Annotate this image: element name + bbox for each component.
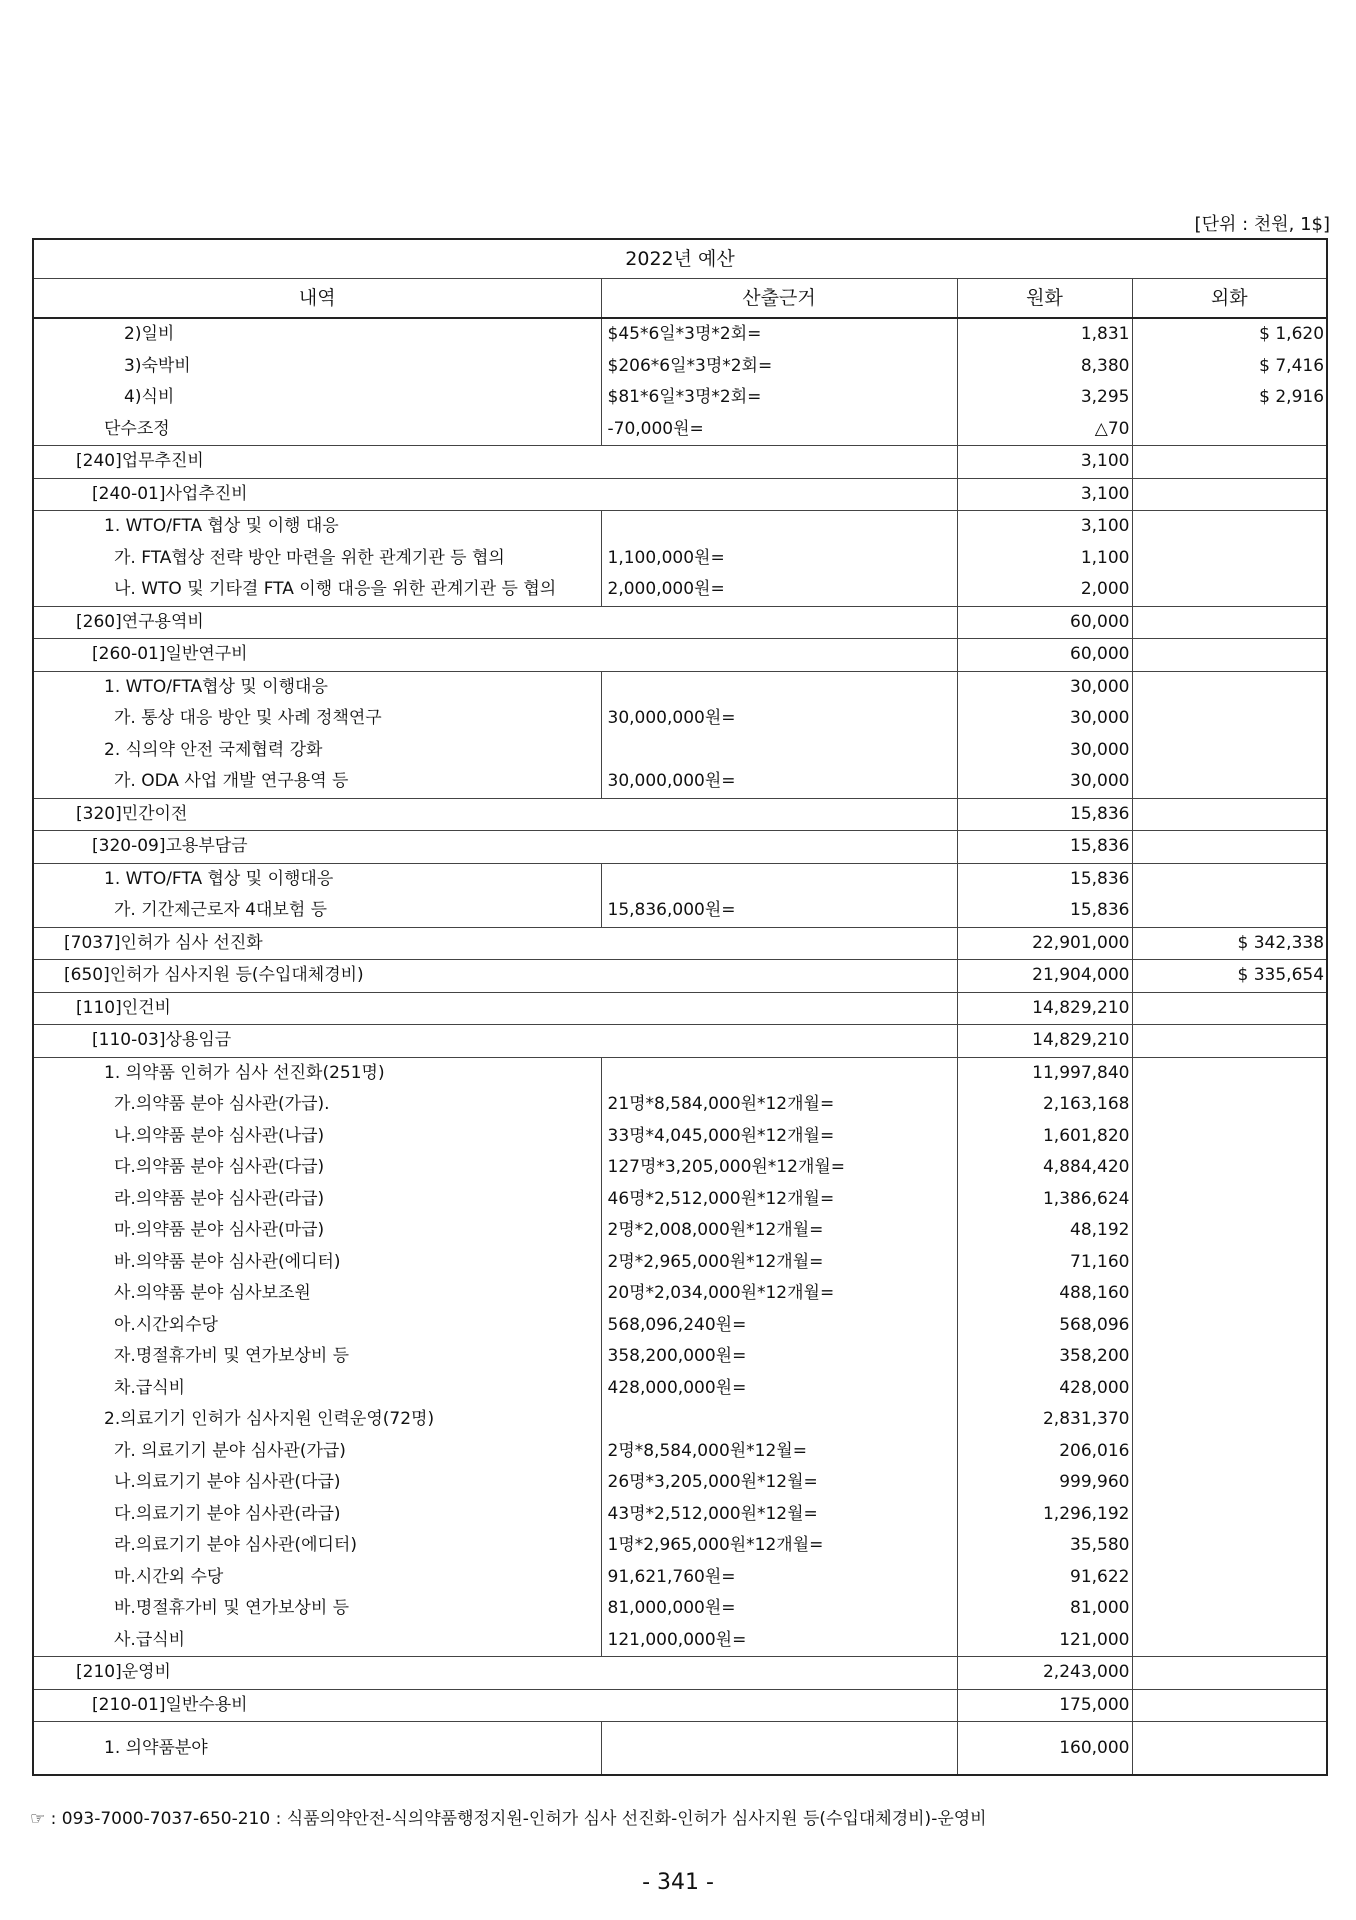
row-item-cell: [210-01]일반수용비 — [33, 1689, 957, 1722]
row-krw-cell: 30,000 — [957, 671, 1132, 703]
row-fx-cell — [1132, 1310, 1327, 1342]
table-row — [33, 1310, 1327, 1342]
table-row — [33, 478, 1327, 511]
table-row — [33, 574, 1327, 606]
row-basis-cell — [601, 863, 957, 895]
table-row — [33, 351, 1327, 383]
row-fx-cell — [1132, 863, 1327, 895]
table-row — [33, 1593, 1327, 1625]
row-fx-cell — [1132, 1247, 1327, 1279]
table-row — [33, 992, 1327, 1025]
table-row — [33, 1467, 1327, 1499]
row-basis-cell: 568,096,240원= — [601, 1310, 957, 1342]
row-fx-cell — [1132, 478, 1327, 511]
row-krw-cell: 121,000 — [957, 1625, 1132, 1657]
row-item-cell: [320]민간이전 — [33, 798, 957, 831]
table-row — [33, 1025, 1327, 1058]
row-fx-cell — [1132, 1025, 1327, 1058]
row-item-cell: [110]인건비 — [33, 992, 957, 1025]
table-row — [33, 511, 1327, 543]
row-item-cell: 1. 의약품분야 — [33, 1722, 601, 1776]
table-row — [33, 414, 1327, 446]
row-fx-cell — [1132, 1121, 1327, 1153]
row-fx-cell — [1132, 1404, 1327, 1436]
row-item-cell: 가. 의료기기 분야 심사관(가급) — [33, 1436, 601, 1468]
row-fx-cell — [1132, 735, 1327, 767]
row-fx-cell — [1132, 831, 1327, 864]
row-krw-cell: 3,100 — [957, 511, 1132, 543]
row-krw-cell: 30,000 — [957, 703, 1132, 735]
row-basis-cell: 15,836,000원= — [601, 895, 957, 927]
row-item-cell: 사.급식비 — [33, 1625, 601, 1657]
table-row — [33, 639, 1327, 672]
budget-table — [32, 238, 1328, 1776]
table-row — [33, 1562, 1327, 1594]
row-basis-cell — [601, 511, 957, 543]
row-item-cell: [240]업무추진비 — [33, 446, 957, 479]
row-item-cell: 4)식비 — [33, 382, 601, 414]
column-header-krw: 원화 — [957, 279, 1132, 319]
table-row — [33, 446, 1327, 479]
row-basis-cell — [601, 1404, 957, 1436]
row-item-cell: [110-03]상용임금 — [33, 1025, 957, 1058]
row-fx-cell — [1132, 414, 1327, 446]
row-fx-cell — [1132, 1341, 1327, 1373]
row-item-cell: 아.시간외수당 — [33, 1310, 601, 1342]
row-fx-cell: $ 342,338 — [1132, 927, 1327, 960]
table-row — [33, 318, 1327, 351]
row-basis-cell: 2,000,000원= — [601, 574, 957, 606]
row-krw-cell: △70 — [957, 414, 1132, 446]
row-krw-cell: 30,000 — [957, 766, 1132, 798]
row-item-cell: 마.시간외 수당 — [33, 1562, 601, 1594]
table-row — [33, 863, 1327, 895]
row-basis-cell: 26명*3,205,000원*12월= — [601, 1467, 957, 1499]
row-fx-cell — [1132, 1530, 1327, 1562]
table-row — [33, 1436, 1327, 1468]
row-item-cell: 바.의약품 분야 심사관(에디터) — [33, 1247, 601, 1279]
row-basis-cell: $81*6일*3명*2회= — [601, 382, 957, 414]
table-row — [33, 382, 1327, 414]
row-krw-cell: 2,163,168 — [957, 1089, 1132, 1121]
row-krw-cell: 14,829,210 — [957, 1025, 1132, 1058]
row-krw-cell: 15,836 — [957, 798, 1132, 831]
table-row — [33, 1530, 1327, 1562]
table-row — [33, 766, 1327, 798]
row-basis-cell — [601, 1057, 957, 1089]
row-item-cell: 사.의약품 분야 심사보조원 — [33, 1278, 601, 1310]
row-basis-cell: 1,100,000원= — [601, 543, 957, 575]
table-row — [33, 960, 1327, 993]
row-fx-cell — [1132, 703, 1327, 735]
row-basis-cell: 30,000,000원= — [601, 766, 957, 798]
table-row — [33, 703, 1327, 735]
row-krw-cell: 1,100 — [957, 543, 1132, 575]
row-item-cell: 가. ODA 사업 개발 연구용역 등 — [33, 766, 601, 798]
table-row — [33, 1341, 1327, 1373]
row-basis-cell — [601, 671, 957, 703]
row-fx-cell — [1132, 1089, 1327, 1121]
row-krw-cell: 15,836 — [957, 863, 1132, 895]
row-fx-cell — [1132, 671, 1327, 703]
row-krw-cell: 3,100 — [957, 478, 1132, 511]
row-fx-cell — [1132, 1215, 1327, 1247]
row-fx-cell — [1132, 1689, 1327, 1722]
row-krw-cell: 30,000 — [957, 735, 1132, 767]
table-row — [33, 895, 1327, 927]
row-basis-cell: $206*6일*3명*2회= — [601, 351, 957, 383]
row-item-cell: 1. WTO/FTA협상 및 이행대응 — [33, 671, 601, 703]
table-row — [33, 1499, 1327, 1531]
row-item-cell: [240-01]사업추진비 — [33, 478, 957, 511]
row-basis-cell: 46명*2,512,000원*12개월= — [601, 1184, 957, 1216]
row-item-cell: [650]인허가 심사지원 등(수입대체경비) — [33, 960, 957, 993]
row-basis-cell: 2명*2,008,000원*12개월= — [601, 1215, 957, 1247]
row-fx-cell — [1132, 1593, 1327, 1625]
row-item-cell: 바.명절휴가비 및 연가보상비 등 — [33, 1593, 601, 1625]
row-krw-cell: 206,016 — [957, 1436, 1132, 1468]
row-krw-cell: 71,160 — [957, 1247, 1132, 1279]
row-fx-cell — [1132, 992, 1327, 1025]
table-row — [33, 1657, 1327, 1690]
row-item-cell: 2. 식의약 안전 국제협력 강화 — [33, 735, 601, 767]
row-basis-cell: 428,000,000원= — [601, 1373, 957, 1405]
row-item-cell: 가. FTA협상 전략 방안 마련을 위한 관계기관 등 협의 — [33, 543, 601, 575]
row-krw-cell: 2,243,000 — [957, 1657, 1132, 1690]
row-fx-cell — [1132, 1562, 1327, 1594]
row-fx-cell — [1132, 1657, 1327, 1690]
row-krw-cell: 15,836 — [957, 895, 1132, 927]
row-fx-cell — [1132, 766, 1327, 798]
row-krw-cell: 1,601,820 — [957, 1121, 1132, 1153]
row-basis-cell: 121,000,000원= — [601, 1625, 957, 1657]
row-item-cell: [210]운영비 — [33, 1657, 957, 1690]
row-krw-cell: 1,831 — [957, 318, 1132, 351]
row-fx-cell — [1132, 1722, 1327, 1776]
row-fx-cell — [1132, 1499, 1327, 1531]
table-body — [33, 318, 1327, 1775]
table-row — [33, 1089, 1327, 1121]
table-row — [33, 1404, 1327, 1436]
row-krw-cell: 11,997,840 — [957, 1057, 1132, 1089]
table-row — [33, 1152, 1327, 1184]
table-row — [33, 927, 1327, 960]
row-item-cell: [260-01]일반연구비 — [33, 639, 957, 672]
row-fx-cell: $ 7,416 — [1132, 351, 1327, 383]
table-row — [33, 1184, 1327, 1216]
row-krw-cell: 2,000 — [957, 574, 1132, 606]
row-item-cell: 자.명절휴가비 및 연가보상비 등 — [33, 1341, 601, 1373]
row-fx-cell — [1132, 1467, 1327, 1499]
table-row — [33, 1722, 1327, 1776]
column-header-item: 내역 — [33, 279, 601, 319]
table-row — [33, 606, 1327, 639]
row-fx-cell — [1132, 798, 1327, 831]
row-basis-cell: 43명*2,512,000원*12월= — [601, 1499, 957, 1531]
row-basis-cell — [601, 735, 957, 767]
row-fx-cell — [1132, 639, 1327, 672]
row-basis-cell: 358,200,000원= — [601, 1341, 957, 1373]
row-krw-cell: 60,000 — [957, 606, 1132, 639]
table-row — [33, 543, 1327, 575]
row-krw-cell: 48,192 — [957, 1215, 1132, 1247]
column-header-basis: 산출근거 — [601, 279, 957, 319]
row-item-cell: 다.의료기기 분야 심사관(라급) — [33, 1499, 601, 1531]
row-item-cell: 마.의약품 분야 심사관(마급) — [33, 1215, 601, 1247]
row-basis-cell: 33명*4,045,000원*12개월= — [601, 1121, 957, 1153]
row-item-cell: 가. 통상 대응 방안 및 사례 정책연구 — [33, 703, 601, 735]
row-fx-cell — [1132, 446, 1327, 479]
row-basis-cell: -70,000원= — [601, 414, 957, 446]
row-fx-cell: $ 1,620 — [1132, 318, 1327, 351]
row-krw-cell: 35,580 — [957, 1530, 1132, 1562]
row-item-cell: 나. WTO 및 기타결 FTA 이행 대응을 위한 관계기관 등 협의 — [33, 574, 601, 606]
row-basis-cell: 127명*3,205,000원*12개월= — [601, 1152, 957, 1184]
row-krw-cell: 2,831,370 — [957, 1404, 1132, 1436]
row-krw-cell: 91,622 — [957, 1562, 1132, 1594]
table-row — [33, 1373, 1327, 1405]
row-fx-cell — [1132, 543, 1327, 575]
row-krw-cell: 3,295 — [957, 382, 1132, 414]
table-row — [33, 1689, 1327, 1722]
table-row — [33, 1121, 1327, 1153]
row-fx-cell — [1132, 511, 1327, 543]
table-row — [33, 735, 1327, 767]
row-item-cell: 2.의료기기 인허가 심사지원 인력운영(72명) — [33, 1404, 601, 1436]
table-row — [33, 831, 1327, 864]
row-item-cell: 가. 기간제근로자 4대보험 등 — [33, 895, 601, 927]
row-item-cell: [320-09]고용부담금 — [33, 831, 957, 864]
row-item-cell: 나.의료기기 분야 심사관(다급) — [33, 1467, 601, 1499]
table-row — [33, 798, 1327, 831]
row-item-cell: 2)일비 — [33, 318, 601, 351]
row-krw-cell: 4,884,420 — [957, 1152, 1132, 1184]
row-fx-cell: $ 335,654 — [1132, 960, 1327, 993]
footnote: ☞ : 093-7000-7037-650-210 : 식품의약안전-식의약품행정지원-인허가 심사 선진화-인허가 심사지원 등(수입대체경비)-운영비 — [30, 1809, 987, 1829]
row-basis-cell: 21명*8,584,000원*12개월= — [601, 1089, 957, 1121]
table-row — [33, 1057, 1327, 1089]
row-basis-cell: 1명*2,965,000원*12개월= — [601, 1530, 957, 1562]
row-krw-cell: 14,829,210 — [957, 992, 1132, 1025]
row-item-cell: 3)숙박비 — [33, 351, 601, 383]
row-item-cell: 1. 의약품 인허가 심사 선진화(251명) — [33, 1057, 601, 1089]
row-basis-cell — [601, 1722, 957, 1776]
row-basis-cell: 30,000,000원= — [601, 703, 957, 735]
unit-label: [단위 : 천원, 1$] — [1194, 214, 1330, 235]
row-basis-cell: 91,621,760원= — [601, 1562, 957, 1594]
row-fx-cell — [1132, 1436, 1327, 1468]
row-krw-cell: 358,200 — [957, 1341, 1132, 1373]
row-fx-cell — [1132, 606, 1327, 639]
row-item-cell: [260]연구용역비 — [33, 606, 957, 639]
row-krw-cell: 568,096 — [957, 1310, 1132, 1342]
row-basis-cell: 2명*2,965,000원*12개월= — [601, 1247, 957, 1279]
table-row — [33, 1215, 1327, 1247]
page-number: - 341 - — [642, 1870, 714, 1895]
budget-table-wrapper — [32, 238, 1326, 1776]
row-fx-cell: $ 2,916 — [1132, 382, 1327, 414]
row-item-cell: 나.의약품 분야 심사관(나급) — [33, 1121, 601, 1153]
row-krw-cell: 160,000 — [957, 1722, 1132, 1776]
row-basis-cell: 2명*8,584,000원*12월= — [601, 1436, 957, 1468]
row-krw-cell: 488,160 — [957, 1278, 1132, 1310]
row-item-cell: 차.급식비 — [33, 1373, 601, 1405]
row-krw-cell: 1,296,192 — [957, 1499, 1132, 1531]
row-fx-cell — [1132, 1373, 1327, 1405]
row-item-cell: 1. WTO/FTA 협상 및 이행대응 — [33, 863, 601, 895]
row-krw-cell: 60,000 — [957, 639, 1132, 672]
row-item-cell: 다.의약품 분야 심사관(다급) — [33, 1152, 601, 1184]
row-basis-cell: 20명*2,034,000원*12개월= — [601, 1278, 957, 1310]
row-krw-cell: 15,836 — [957, 831, 1132, 864]
row-item-cell: 라.의료기기 분야 심사관(에디터) — [33, 1530, 601, 1562]
row-fx-cell — [1132, 1057, 1327, 1089]
column-header-fx: 외화 — [1132, 279, 1327, 319]
row-item-cell: 1. WTO/FTA 협상 및 이행 대응 — [33, 511, 601, 543]
row-item-cell: 가.의약품 분야 심사관(가급). — [33, 1089, 601, 1121]
row-fx-cell — [1132, 1152, 1327, 1184]
row-fx-cell — [1132, 895, 1327, 927]
row-fx-cell — [1132, 574, 1327, 606]
row-fx-cell — [1132, 1625, 1327, 1657]
row-krw-cell: 3,100 — [957, 446, 1132, 479]
row-krw-cell: 22,901,000 — [957, 927, 1132, 960]
row-item-cell: 라.의약품 분야 심사관(라급) — [33, 1184, 601, 1216]
table-row — [33, 1247, 1327, 1279]
row-fx-cell — [1132, 1184, 1327, 1216]
row-krw-cell: 1,386,624 — [957, 1184, 1132, 1216]
row-krw-cell: 8,380 — [957, 351, 1132, 383]
row-item-cell: [7037]인허가 심사 선진화 — [33, 927, 957, 960]
table-title: 2022년 예산 — [33, 239, 1327, 279]
row-krw-cell: 81,000 — [957, 1593, 1132, 1625]
table-row — [33, 671, 1327, 703]
table-row — [33, 1278, 1327, 1310]
row-krw-cell: 175,000 — [957, 1689, 1132, 1722]
row-basis-cell: $45*6일*3명*2회= — [601, 318, 957, 351]
row-basis-cell: 81,000,000원= — [601, 1593, 957, 1625]
row-krw-cell: 21,904,000 — [957, 960, 1132, 993]
row-krw-cell: 999,960 — [957, 1467, 1132, 1499]
row-item-cell: 단수조정 — [33, 414, 601, 446]
row-krw-cell: 428,000 — [957, 1373, 1132, 1405]
row-fx-cell — [1132, 1278, 1327, 1310]
table-row — [33, 1625, 1327, 1657]
